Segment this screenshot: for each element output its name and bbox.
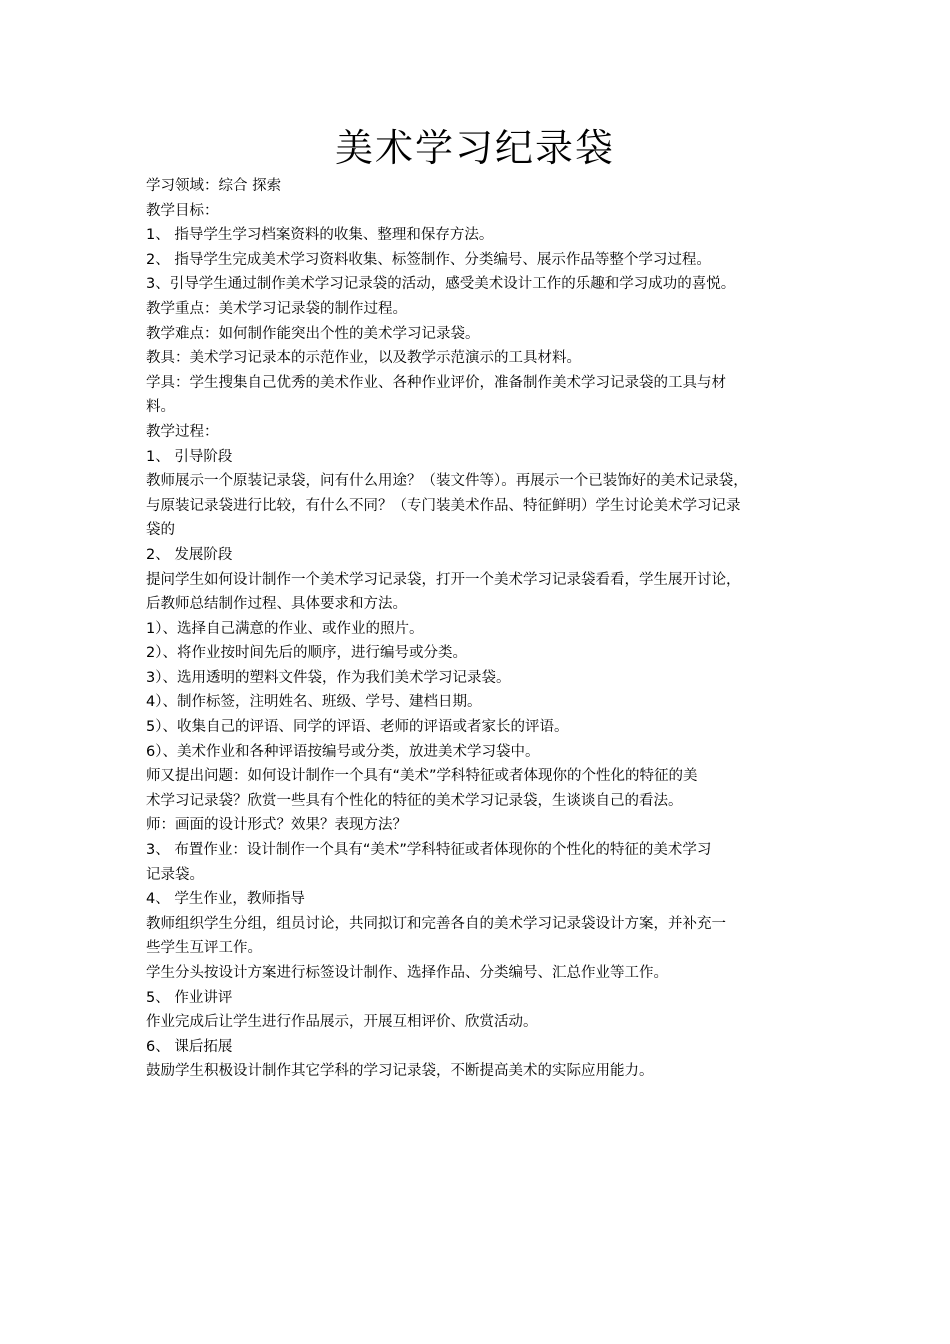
text-line: 2、 指导学生完成美术学习资料收集、标签制作、分类编号、展示作品等整个学习过程。: [146, 251, 711, 268]
text-line: 料。: [146, 399, 175, 416]
text-line: 教学难点：如何制作能突出个性的美术学习记录袋。: [146, 325, 480, 342]
text-line: 3、引导学生通过制作美术学习记录袋的活动，感受美术设计工作的乐趣和学习成功的喜悦。: [146, 276, 736, 293]
text-line: 1、 引导阶段: [146, 448, 233, 465]
text-line: 术学习记录袋？欣赏一些具有个性化的特征的美术学习记录袋，生谈谈自己的看法。: [146, 792, 683, 809]
text-line: 3、 布置作业：设计制作一个具有“美术”学科特征或者体现你的个性化的特征的美术学习: [146, 842, 712, 859]
text-line: 4、 学生作业，教师指导: [146, 891, 305, 908]
text-line: 教学过程：: [146, 423, 219, 440]
text-line: 师又提出问题：如何设计制作一个具有“美术”学科特征或者体现你的个性化的特征的美: [146, 768, 698, 785]
text-line: 1）、选择自己满意的作业、或作业的照片。: [146, 620, 424, 637]
text-line: 作业完成后让学生进行作品展示，开展互相评价、欣赏活动。: [146, 1014, 538, 1031]
text-line: 后教师总结制作过程、具体要求和方法。: [146, 596, 407, 613]
text-line: 4）、制作标签，注明姓名、班级、学号、建档日期。: [146, 694, 482, 711]
text-line: 与原装记录袋进行比较，有什么不同？（专门装美术作品、特征鲜明）学生讨论美术学习记录: [146, 497, 741, 514]
text-line: 提问学生如何设计制作一个美术学习记录袋，打开一个美术学习记录袋看看，学生展开讨论，: [146, 571, 741, 588]
text-line: 些学生互评工作。: [146, 940, 262, 957]
text-line: 3）、选用透明的塑料文件袋，作为我们美术学习记录袋。: [146, 669, 511, 686]
text-line: 教学重点：美术学习记录袋的制作过程。: [146, 300, 407, 317]
text-line: 学生分头按设计方案进行标签设计制作、选择作品、分类编号、汇总作业等工作。: [146, 965, 668, 981]
text-line: 教具：美术学习记录本的示范作业，以及教学示范演示的工具材料。: [146, 350, 581, 367]
document-body: [146, 174, 818, 1084]
text-line: 2）、将作业按时间先后的顺序，进行编号或分类。: [146, 645, 467, 662]
text-line: 教师展示一个原装记录袋，问有什么用途？（装文件等）。再展示一个已装饰好的美术记录袋，: [146, 473, 748, 490]
text-line: 师：画面的设计形式？效果？表现方法？: [146, 817, 407, 834]
text-line: 学具：学生搜集自己优秀的美术作业、各种作业评价，准备制作美术学习记录袋的工具与材: [146, 374, 726, 391]
text-line: 6、 课后拓展: [146, 1038, 233, 1055]
text-line: 袋的: [146, 522, 175, 539]
text-line: 5）、收集自己的评语、同学的评语、老师的评语或者家长的评语。: [146, 719, 569, 736]
text-line: 1、 指导学生学习档案资料的收集、整理和保存方法。: [146, 227, 494, 244]
text-line: 教师组织学生分组，组员讨论，共同拟订和完善各自的美术学习记录袋设计方案，并补充一: [146, 915, 726, 932]
text-line: 6）、美术作业和各种评语按编号或分类，放进美术学习袋中。: [146, 743, 540, 760]
text-line: 2、 发展阶段: [146, 546, 233, 563]
text-line: 学习领域：综合 探索: [146, 178, 282, 194]
document-title: 美术学习纪录袋: [334, 126, 615, 170]
text-line: 记录袋。: [146, 866, 204, 883]
text-line: 鼓励学生积极设计制作其它学科的学习记录袋，不断提高美术的实际应用能力。: [146, 1063, 654, 1080]
text-line: 教学目标：: [146, 202, 219, 219]
text-line: 5、 作业讲评: [146, 989, 233, 1006]
